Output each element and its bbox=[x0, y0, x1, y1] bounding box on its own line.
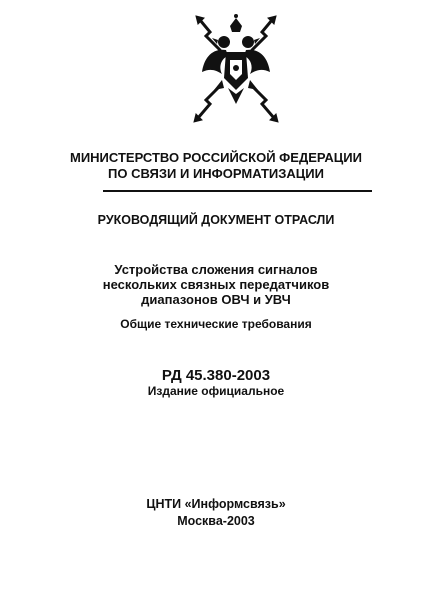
publication-city-year: Москва-2003 bbox=[177, 514, 255, 528]
ministry-name-line-1: МИНИСТЕРСТВО РОССИЙСКОЙ ФЕДЕРАЦИИ bbox=[70, 150, 362, 165]
edition-note: Издание официальное bbox=[147, 384, 285, 398]
document-title-line-1: Устройства сложения сигналов bbox=[114, 262, 318, 277]
ministry-emblem-icon bbox=[186, 12, 286, 124]
document-type: РУКОВОДЯЩИЙ ДОКУМЕНТ ОТРАСЛИ bbox=[97, 213, 335, 227]
document-number: РД 45.380-2003 bbox=[161, 367, 271, 384]
ministry-name-line-2: ПО СВЯЗИ И ИНФОРМАТИЗАЦИИ bbox=[108, 166, 324, 181]
document-title-line-2: нескольких связных передатчиков bbox=[102, 277, 330, 292]
document-title-line-3: диапазонов ОВЧ и УВЧ bbox=[141, 292, 291, 307]
publisher-name: ЦНТИ «Информсвязь» bbox=[146, 497, 286, 511]
horizontal-divider bbox=[103, 190, 372, 192]
document-subtitle: Общие технические требования bbox=[120, 317, 312, 331]
